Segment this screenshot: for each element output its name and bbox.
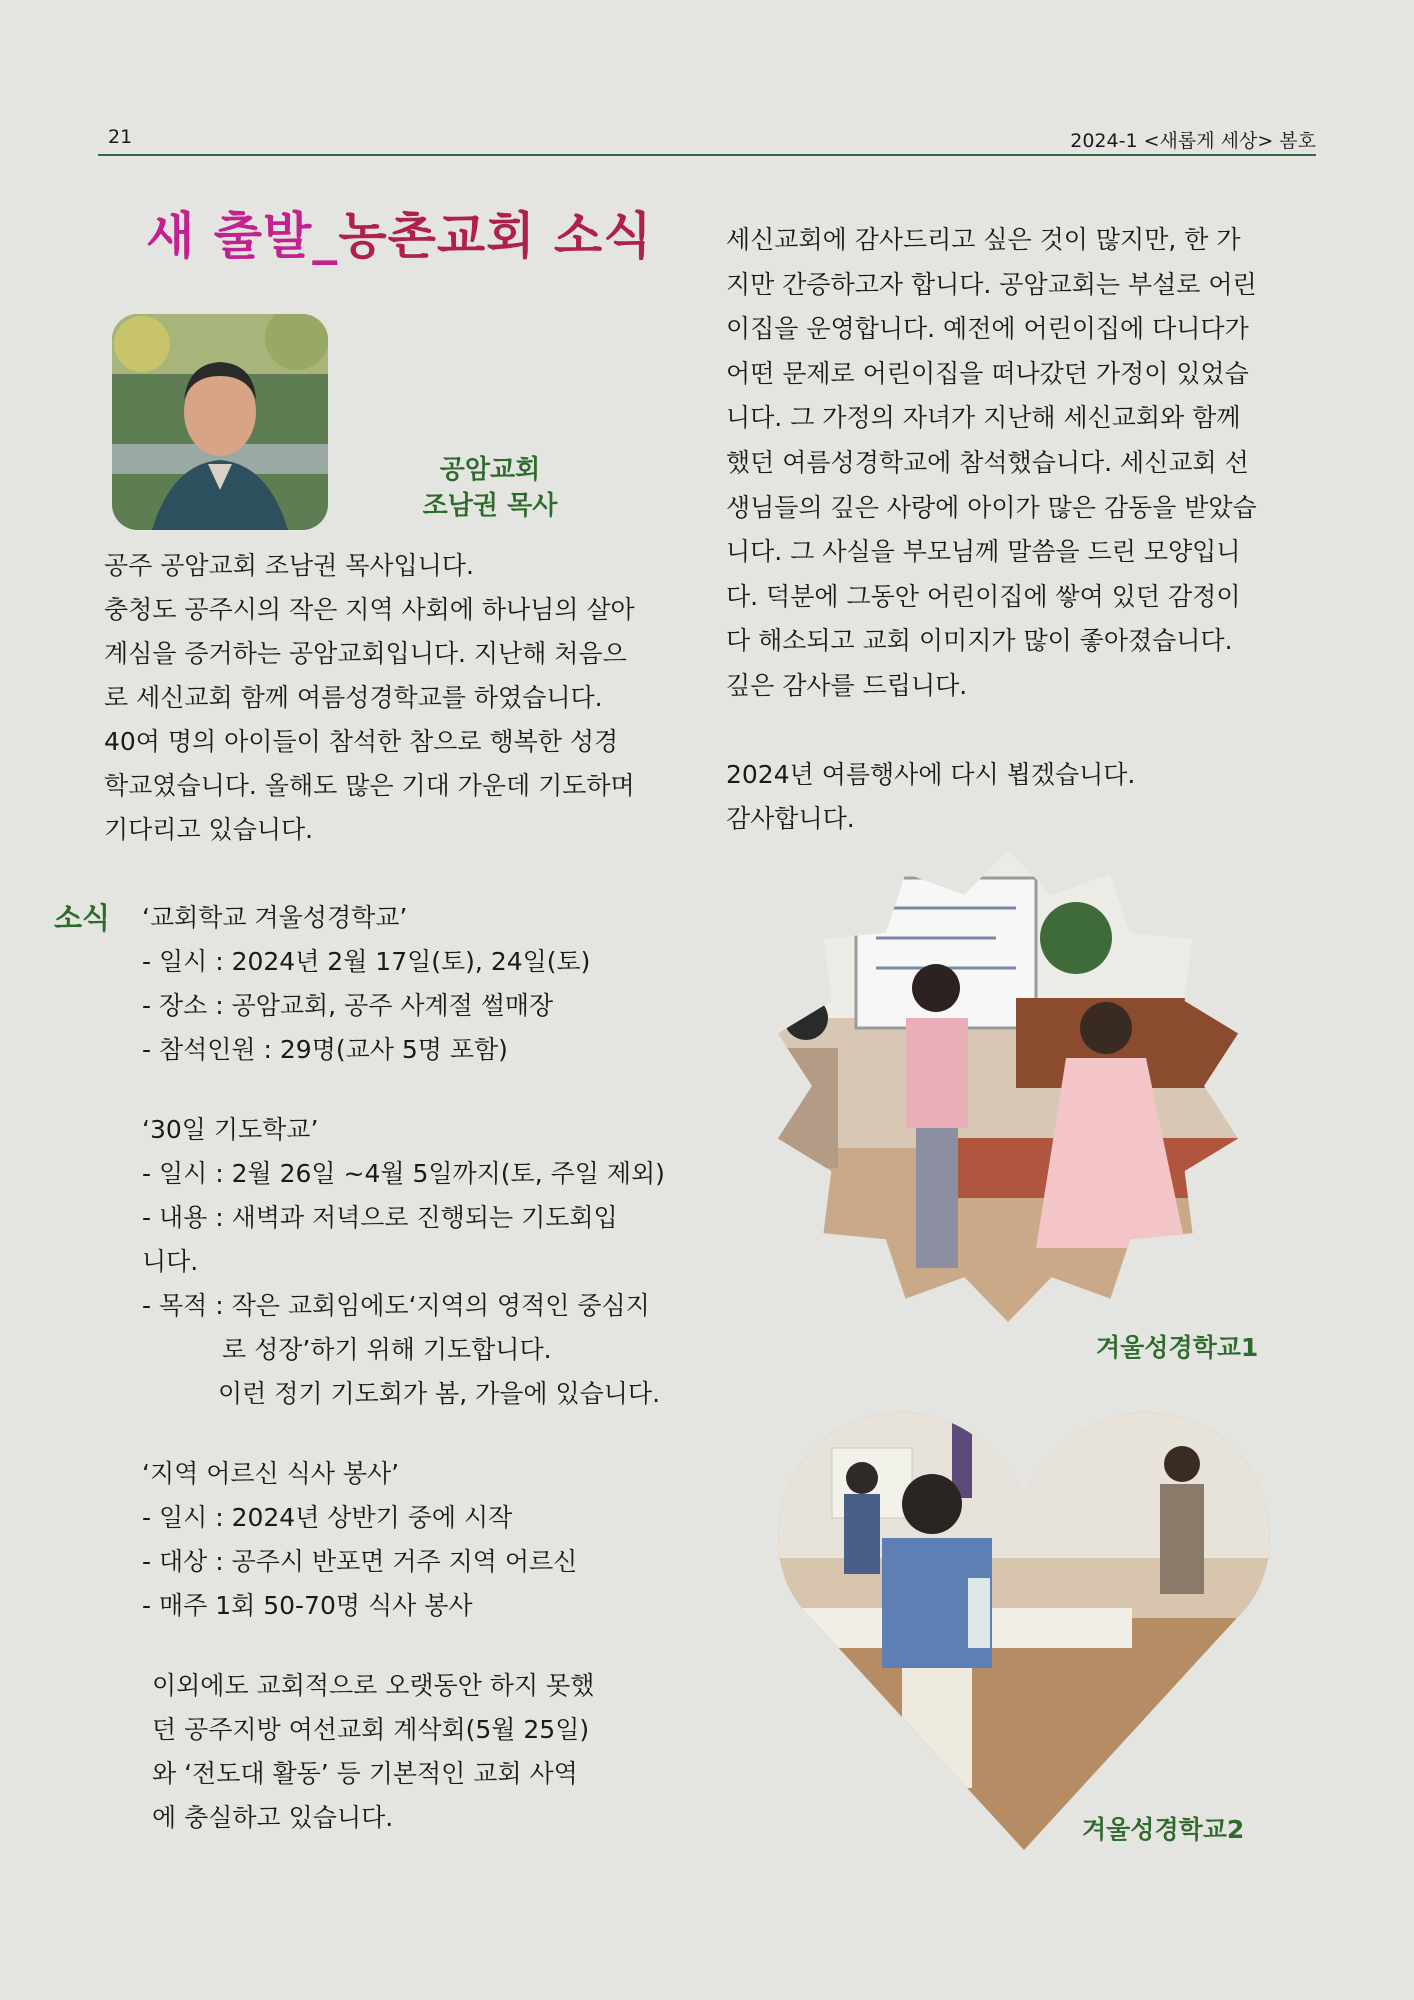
testimony-line: 이집을 운영합니다. 예전에 어린이집에 다니다가 xyxy=(726,314,1249,344)
testimony-line: 깊은 감사를 드립니다. xyxy=(726,670,968,700)
spacer xyxy=(726,709,1326,753)
farewell-line: 감사합니다. xyxy=(726,804,855,834)
spacer xyxy=(142,1628,702,1664)
winter-school-title: ‘교회학교 겨울성경학교’ xyxy=(142,903,408,932)
prayer-school-date: - 일시 : 2월 26일 ~4월 5일까지(토, 주일 제외) xyxy=(142,1159,665,1188)
winter-school-photo-1 xyxy=(766,848,1250,1324)
photo-caption-2: 겨울성경학교2 xyxy=(1082,1815,1245,1844)
testimony-line: 지만 간증하고자 합니다. 공암교회는 부설로 어린 xyxy=(726,269,1257,299)
intro-line: 40여 명의 아이들이 참석한 참으로 행복한 성경 xyxy=(104,727,619,756)
spacer xyxy=(142,1416,702,1452)
intro-line: 학교였습니다. 올해도 많은 기대 가운데 기도하며 xyxy=(104,771,635,800)
intro-paragraph xyxy=(104,544,704,852)
testimony-line: 세신교회에 감사드리고 싶은 것이 많지만, 한 가 xyxy=(726,225,1241,254)
author-name: 조남권 목사 xyxy=(422,491,558,521)
winter-school-place: - 장소 : 공암교회, 공주 사계절 썰매장 xyxy=(142,991,554,1020)
closing-line: 에 충실하고 있습니다. xyxy=(152,1803,394,1832)
spacer xyxy=(142,1072,702,1108)
testimony-paragraph xyxy=(726,218,1326,842)
meal-service-title: ‘지역 어르신 식사 봉사’ xyxy=(142,1459,400,1488)
pastor-photo xyxy=(112,314,328,530)
title-part-1: 새 출발_ xyxy=(146,207,339,265)
closing-line: 와 ‘전도대 활동’ 등 기본적인 교회 사역 xyxy=(152,1759,578,1788)
testimony-line: 다 해소되고 교회 이미지가 많이 좋아졌습니다. xyxy=(726,626,1233,656)
intro-line: 공주 공암교회 조남권 목사입니다. xyxy=(104,551,474,580)
prayer-school-content: - 내용 : 새벽과 저녁으로 진행되는 기도회입 xyxy=(142,1203,618,1232)
intro-line: 계심을 증거하는 공암교회입니다. 지난해 처음으 xyxy=(104,639,627,668)
news-section xyxy=(142,896,702,1840)
testimony-line: 다. 덕분에 그동안 어린이집에 쌓여 있던 감정이 xyxy=(726,581,1241,611)
meal-service-target: - 대상 : 공주시 반포면 거주 지역 어르신 xyxy=(142,1547,578,1576)
testimony-line: 니다. 그 사실을 부모님께 말씀을 드린 모양입니 xyxy=(726,537,1241,567)
prayer-school-title: ‘30일 기도학교’ xyxy=(142,1115,319,1144)
photo-caption-1: 겨울성경학교1 xyxy=(1096,1333,1259,1362)
prayer-school-purpose-note: 이런 정기 기도회가 봄, 가을에 있습니다. xyxy=(218,1379,661,1408)
testimony-line: 어떤 문제로 어린이집을 떠나갔던 가정이 있었습 xyxy=(726,358,1249,388)
testimony-line: 니다. 그 가정의 자녀가 지난해 세신교회와 함께 xyxy=(726,403,1241,433)
issue-title: 2024-1 <새롭게 세상> 봄호 xyxy=(1070,130,1316,152)
pastor-portrait-image xyxy=(112,314,328,530)
prayer-school-content-cont: 니다. xyxy=(142,1247,199,1276)
meal-service-date: - 일시 : 2024년 상반기 중에 시작 xyxy=(142,1503,513,1532)
title-part-2: 농촌교회 소식 xyxy=(338,207,653,265)
closing-line: 이외에도 교회적으로 오랫동안 하지 못했 xyxy=(152,1671,595,1700)
testimony-line: 했던 여름성경학교에 참석했습니다. 세신교회 선 xyxy=(726,447,1249,477)
farewell-line: 2024년 여름행사에 다시 뵙겠습니다. xyxy=(726,759,1136,789)
article-title xyxy=(146,196,653,268)
prayer-school-purpose: - 목적 : 작은 교회임에도‘지역의 영적인 중심지 xyxy=(142,1291,650,1320)
winter-school-attendees: - 참석인원 : 29명(교사 5명 포함) xyxy=(142,1035,508,1064)
page-number: 21 xyxy=(108,126,133,148)
winter-school-photo-2 xyxy=(772,1408,1276,1850)
testimony-line: 생님들의 깊은 사랑에 아이가 많은 감동을 받았습 xyxy=(726,492,1257,522)
intro-line: 기다리고 있습니다. xyxy=(104,815,314,844)
intro-line: 충청도 공주시의 작은 지역 사회에 하나님의 살아 xyxy=(104,595,635,624)
header-divider xyxy=(98,154,1316,156)
winter-school-date: - 일시 : 2024년 2월 17일(토), 24일(토) xyxy=(142,947,591,976)
author-block xyxy=(388,452,592,524)
meal-service-frequency: - 매주 1회 50-70명 식사 봉사 xyxy=(142,1591,473,1620)
news-tag: 소식 xyxy=(54,901,111,935)
intro-line: 로 세신교회 함께 여름성경학교를 하였습니다. xyxy=(104,683,603,712)
prayer-school-purpose-cont: 로 성장’하기 위해 기도합니다. xyxy=(222,1335,552,1364)
author-church: 공암교회 xyxy=(439,455,541,485)
closing-line: 던 공주지방 여선교회 계삭회(5월 25일) xyxy=(152,1715,590,1744)
